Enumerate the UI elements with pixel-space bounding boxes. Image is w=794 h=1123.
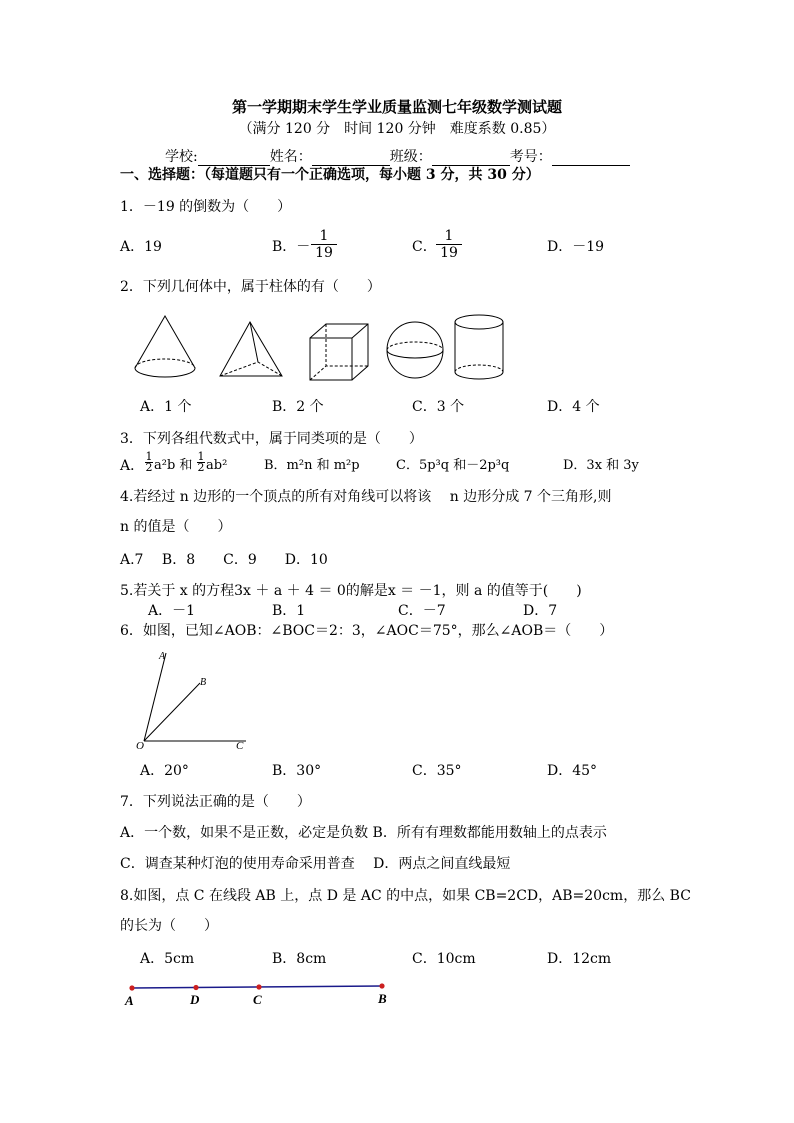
q5-option-b[interactable]: B．1 bbox=[272, 603, 306, 619]
q1-c-denominator: 19 bbox=[440, 245, 458, 261]
q7-options-line1[interactable]: A．一个数，如果不是正数，必定是负数 B．所有有理数都能用数轴上的点表示 bbox=[120, 825, 607, 841]
half-numerator: 1 bbox=[197, 450, 205, 463]
q4-options[interactable]: A.7 B．8 C．9 D．10 bbox=[120, 552, 328, 568]
q3-option-a-part2: ab² bbox=[206, 458, 228, 473]
q2-option-b[interactable]: B．2 个 bbox=[272, 399, 324, 415]
q2-option-a[interactable]: A．1 个 bbox=[140, 399, 192, 415]
q3-option-a-prefix[interactable]: A． bbox=[120, 458, 145, 474]
q5-option-a[interactable]: A．－1 bbox=[148, 603, 196, 619]
student-info-row bbox=[165, 148, 630, 166]
point-c bbox=[256, 984, 261, 989]
ray-oa bbox=[144, 653, 166, 741]
label-d: D bbox=[190, 992, 200, 1007]
page-subtitle: （满分 120 分 时间 120 分钟 难度系数 0.85） bbox=[238, 121, 556, 137]
label-c: C bbox=[253, 992, 262, 1007]
q2-option-d[interactable]: D．4 个 bbox=[547, 399, 600, 415]
label-b: B bbox=[378, 991, 387, 1006]
q2-option-c[interactable]: C．3 个 bbox=[412, 399, 465, 415]
q3-option-b[interactable]: B．m²n 和 m²p bbox=[264, 458, 360, 473]
q7-options-line2[interactable]: C．调查某种灯泡的使用寿命采用普查 D．两点之间直线最短 bbox=[120, 856, 511, 872]
q8-stem-line1: 8.如图，点 C 在线段 AB 上，点 D 是 AC 的中点，如果 CB=2CD，AB=20cm，那么 BC bbox=[120, 888, 691, 904]
q1-option-b-prefix[interactable]: B．－ bbox=[272, 239, 311, 255]
name-label: 姓名： bbox=[269, 149, 312, 165]
label-c: C bbox=[236, 740, 244, 752]
sphere-figure bbox=[387, 322, 443, 378]
q1-b-numerator: 1 bbox=[319, 228, 329, 244]
q5-option-c[interactable]: C．－7 bbox=[398, 603, 446, 619]
half-numerator: 1 bbox=[145, 450, 153, 463]
q1-option-a[interactable]: A．19 bbox=[120, 239, 162, 255]
school-label: 学校: bbox=[165, 149, 198, 165]
q6-option-d[interactable]: D．45° bbox=[547, 763, 598, 779]
point-b bbox=[379, 983, 384, 988]
q5-option-d[interactable]: D．7 bbox=[523, 603, 558, 619]
q6-option-a[interactable]: A．20° bbox=[140, 763, 189, 779]
q8-stem-line2: 的长为（ ） bbox=[120, 918, 218, 934]
q1-b-denominator: 19 bbox=[315, 245, 333, 261]
page-title: 第一学期期末学生学业质量监测七年级数学测试题 bbox=[231, 98, 562, 116]
id-field[interactable] bbox=[552, 151, 630, 166]
q8-option-c[interactable]: C．10cm bbox=[412, 951, 476, 967]
q8-option-d[interactable]: D．12cm bbox=[547, 951, 612, 967]
school-field[interactable] bbox=[198, 151, 270, 166]
cylinder-figure bbox=[455, 315, 503, 379]
q1-stem: 1．－19 的倒数为（ ） bbox=[120, 199, 292, 215]
q8-option-a[interactable]: A．5cm bbox=[140, 951, 195, 967]
q3-option-c[interactable]: C．5p³q 和－2p³q bbox=[396, 458, 510, 473]
half-denominator: 2 bbox=[145, 461, 153, 474]
id-label: 考号： bbox=[509, 149, 552, 165]
q8-segment-figure bbox=[120, 978, 400, 1014]
q1-option-c-fraction bbox=[436, 229, 462, 260]
q1-c-numerator: 1 bbox=[444, 228, 454, 244]
q1-option-b-fraction bbox=[311, 229, 337, 260]
q4-stem-line1: 4.若经过 n 边形的一个顶点的所有对角线可以将该 n 边形分成 7 个三角形,则 bbox=[120, 489, 612, 505]
half-denominator: 2 bbox=[197, 461, 205, 474]
q1-option-c-prefix[interactable]: C． bbox=[412, 239, 437, 255]
q3-option-d[interactable]: D．3x 和 3y bbox=[563, 458, 639, 473]
q8-option-b[interactable]: B．8cm bbox=[272, 951, 327, 967]
q3-half-fraction-2 bbox=[197, 452, 205, 473]
q6-option-c[interactable]: C．35° bbox=[412, 763, 462, 779]
name-field[interactable] bbox=[312, 151, 390, 166]
q3-stem: 3．下列各组代数式中，属于同类项的是（ ） bbox=[120, 431, 423, 447]
q1-option-d[interactable]: D．－19 bbox=[547, 239, 605, 255]
pyramid-figure bbox=[220, 322, 282, 376]
cube-figure bbox=[310, 324, 368, 380]
q2-solids-figure bbox=[125, 310, 515, 390]
q6-stem: 6．如图，已知∠AOB：∠BOC＝2：3，∠AOC＝75°，那么∠AOB＝（ ） bbox=[120, 623, 614, 639]
label-o: O bbox=[136, 740, 144, 752]
point-a bbox=[129, 985, 134, 990]
label-a: A bbox=[159, 651, 166, 662]
q6-angle-figure bbox=[132, 645, 252, 755]
q7-stem: 7．下列说法正确的是（ ） bbox=[120, 794, 311, 810]
label-a: A bbox=[125, 993, 134, 1008]
q6-option-b[interactable]: B．30° bbox=[272, 763, 322, 779]
section-heading: 一、选择题：（每道题只有一个正确选项，每小题 3 分，共 30 分） bbox=[120, 167, 540, 183]
q3-half-fraction bbox=[145, 452, 153, 473]
class-label: 班级： bbox=[389, 149, 432, 165]
cone-figure bbox=[135, 316, 195, 377]
q3-option-a-part1: a²b 和 bbox=[154, 458, 193, 473]
label-b: B bbox=[200, 677, 207, 688]
q5-stem: 5.若关于 x 的方程3x ＋ a ＋ 4 ＝ 0的解是x ＝ －1，则 a 的值等于( ) bbox=[120, 583, 582, 599]
point-d bbox=[193, 985, 198, 990]
q2-stem: 2．下列几何体中，属于柱体的有（ ） bbox=[120, 279, 381, 295]
ray-ob bbox=[144, 683, 200, 741]
q4-stem-line2: n 的值是（ ） bbox=[120, 519, 232, 535]
class-field[interactable] bbox=[432, 151, 510, 166]
